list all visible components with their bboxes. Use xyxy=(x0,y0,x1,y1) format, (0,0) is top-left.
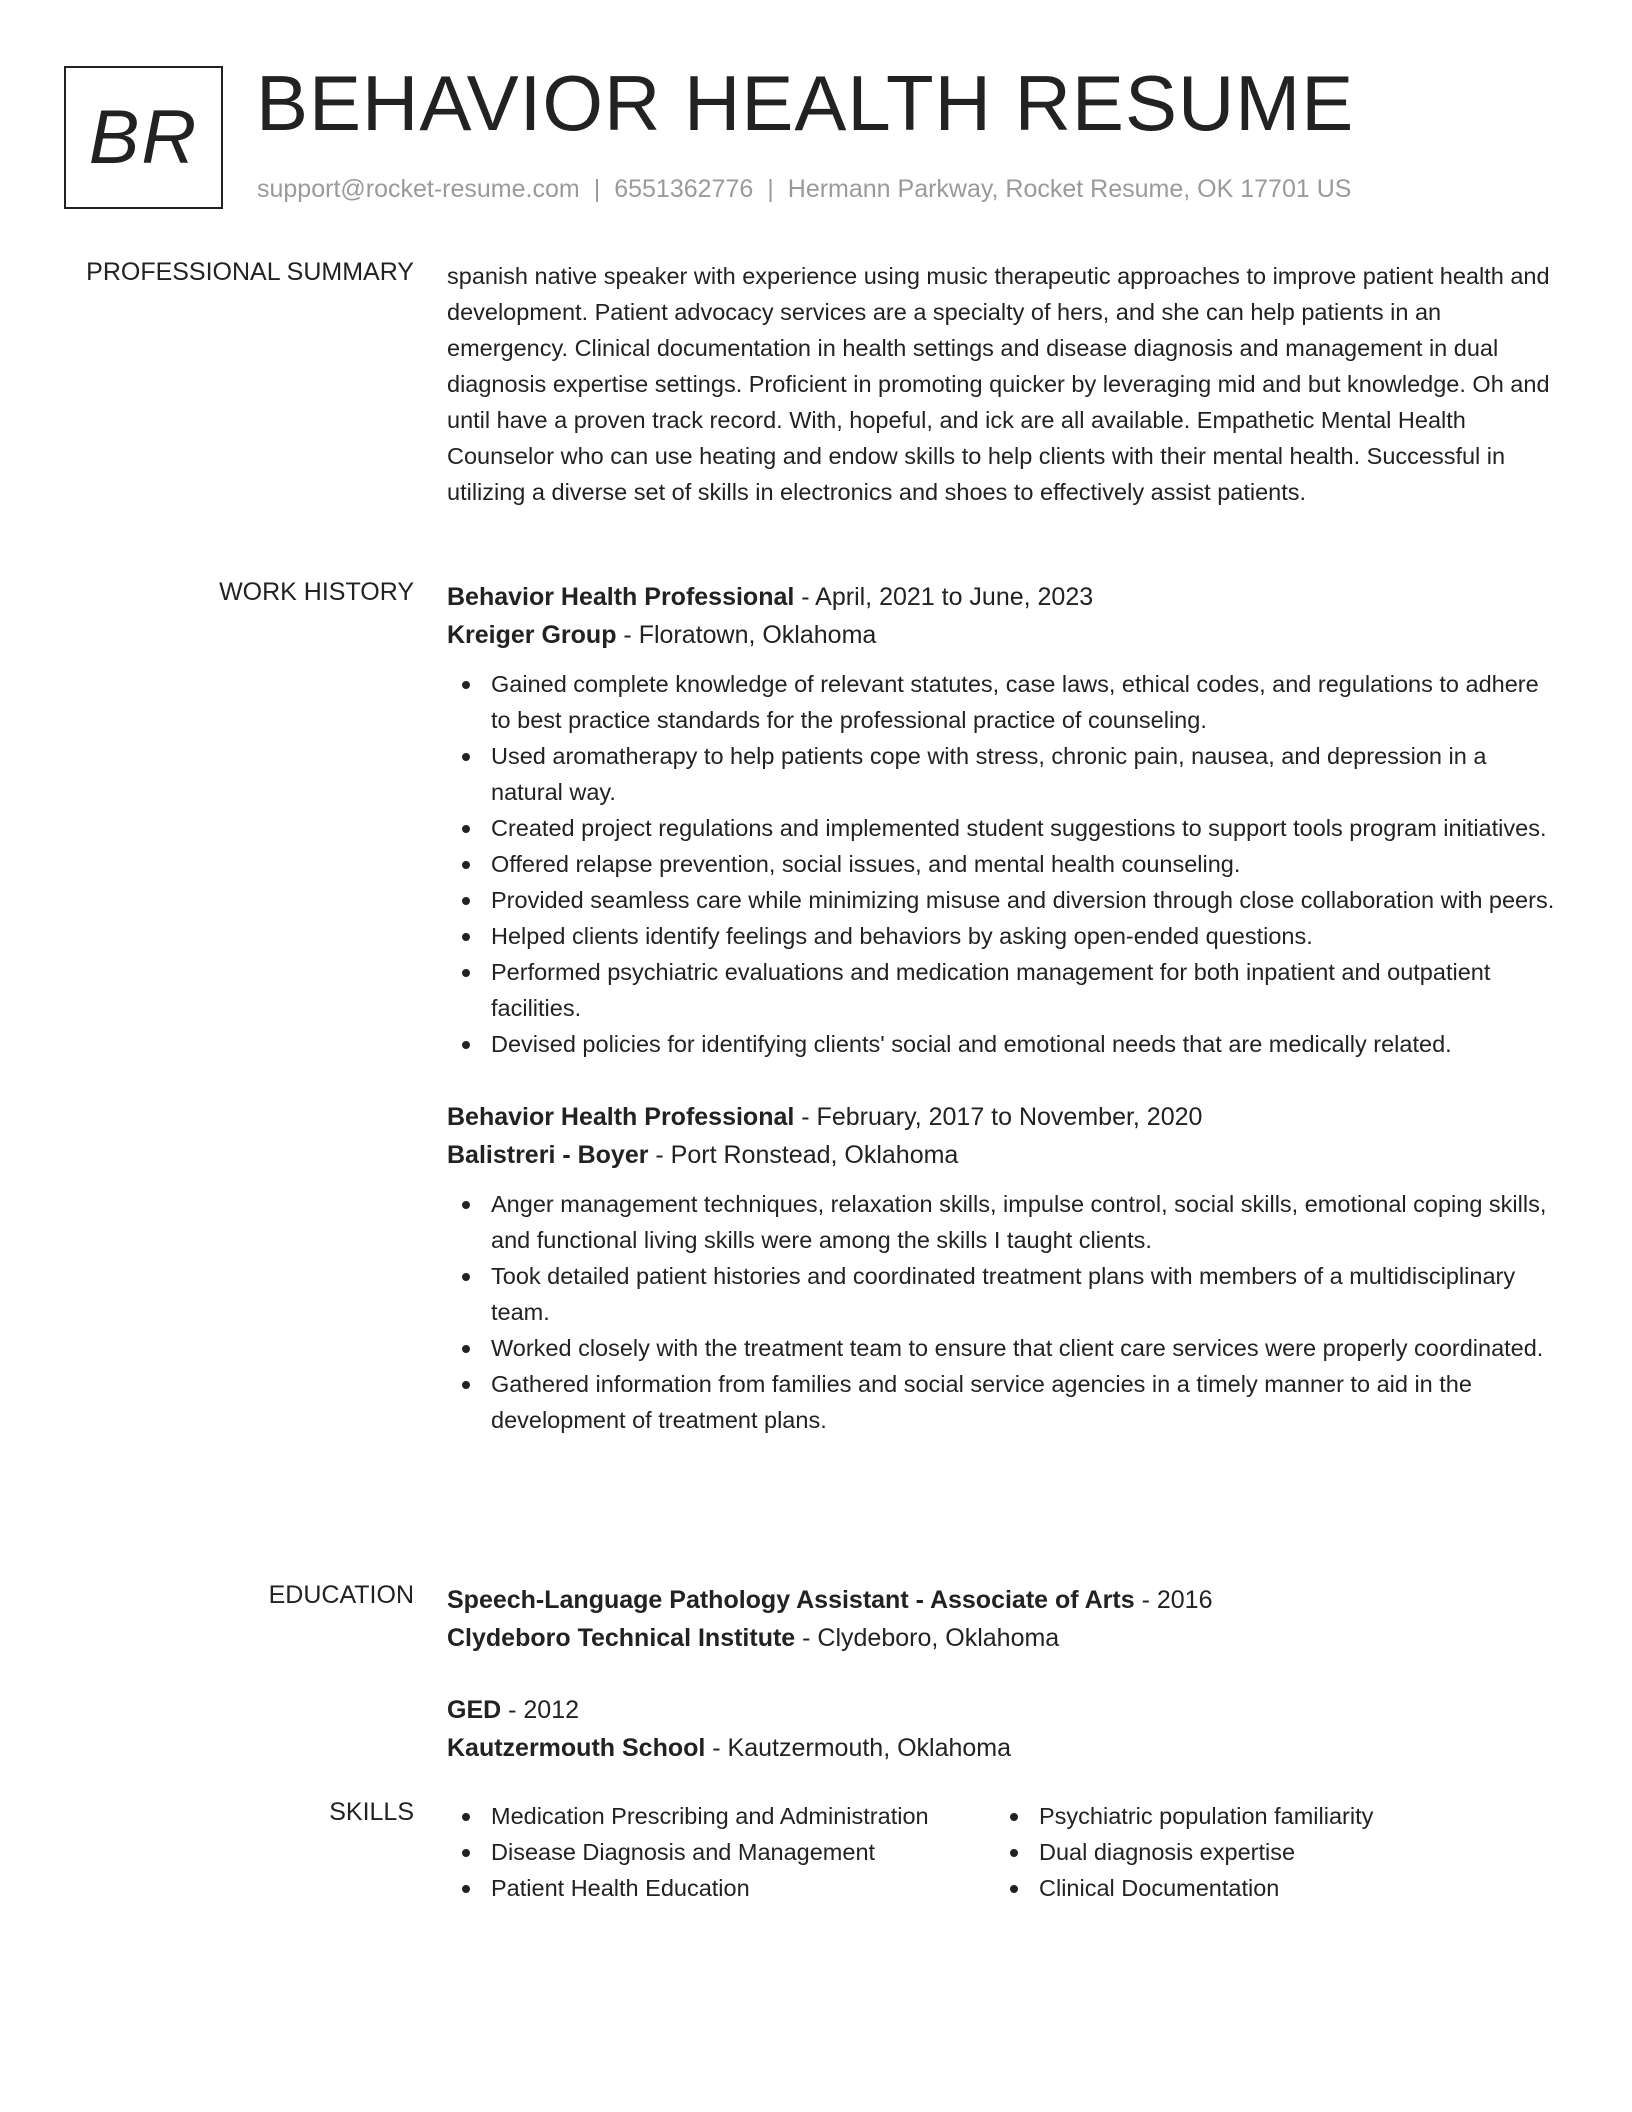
job-entry xyxy=(447,578,1559,1062)
education-degree-line xyxy=(447,1691,1559,1729)
section-label-skills: SKILLS xyxy=(329,1798,414,1826)
skills-list xyxy=(447,1798,1559,1906)
section-label-summary: PROFESSIONAL SUMMARY xyxy=(86,258,414,286)
job-company: Kreiger Group xyxy=(447,621,617,649)
contact-phone: 6551362776 xyxy=(614,175,754,203)
work-history-body xyxy=(447,578,1559,1438)
job-location: - Port Ronstead, Oklahoma xyxy=(648,1141,959,1169)
education-location: - Clydeboro, Oklahoma xyxy=(795,1624,1060,1652)
section-label-education: EDUCATION xyxy=(268,1581,414,1609)
job-company-line xyxy=(447,616,1559,654)
skills-body xyxy=(447,1798,1559,1906)
education-body xyxy=(447,1581,1559,1767)
education-school-line xyxy=(447,1619,1559,1657)
contact-line xyxy=(257,175,1351,204)
job-bullets xyxy=(447,1186,1559,1438)
job-bullet: Provided seamless care while minimizing misuse and diversion through close collaboration with peers. xyxy=(447,882,1559,918)
education-degree: GED xyxy=(447,1696,502,1724)
education-school: Kautzermouth School xyxy=(447,1734,706,1762)
education-degree-line xyxy=(447,1581,1559,1619)
job-bullets xyxy=(447,666,1559,1062)
education-year: - 2012 xyxy=(501,1696,580,1724)
job-title: Behavior Health Professional xyxy=(447,1103,795,1131)
job-bullet: Helped clients identify feelings and behaviors by asking open-ended questions. xyxy=(447,918,1559,954)
job-title-line xyxy=(447,578,1559,616)
job-bullet: Anger management techniques, relaxation skills, impulse control, social skills, emotional coping skills, and functional living skills were among the skills I taught clients. xyxy=(447,1186,1559,1258)
resume-title: BEHAVIOR HEALTH RESUME xyxy=(256,59,1355,147)
job-bullet: Devised policies for identifying clients' social and emotional needs that are medically related. xyxy=(447,1026,1559,1062)
skill-item: Disease Diagnosis and Management xyxy=(447,1834,995,1870)
job-bullet: Offered relapse prevention, social issues, and mental health counseling. xyxy=(447,846,1559,882)
monogram-box xyxy=(64,66,223,209)
job-company: Balistreri - Boyer xyxy=(447,1141,649,1169)
education-entry xyxy=(447,1691,1559,1767)
job-bullet: Gained complete knowledge of relevant statutes, case laws, ethical codes, and regulations to adhere to best practice standards for the professional practice of counseling. xyxy=(447,666,1559,738)
section-label-work-history: WORK HISTORY xyxy=(219,578,414,606)
job-bullet: Gathered information from families and social service agencies in a timely manner to aid in the development of treatment plans. xyxy=(447,1366,1559,1438)
contact-separator: | xyxy=(593,175,601,203)
education-school: Clydeboro Technical Institute xyxy=(447,1624,796,1652)
job-entry xyxy=(447,1098,1559,1438)
job-bullet: Performed psychiatric evaluations and medication management for both inpatient and outpatient facilities. xyxy=(447,954,1559,1026)
contact-address: Hermann Parkway, Rocket Resume, OK 17701 US xyxy=(787,175,1352,203)
job-dates: - April, 2021 to June, 2023 xyxy=(794,583,1094,611)
contact-email: support@rocket-resume.com xyxy=(257,175,580,203)
job-bullet: Used aromatherapy to help patients cope with stress, chronic pain, nausea, and depression in a natural way. xyxy=(447,738,1559,810)
job-bullet: Worked closely with the treatment team to ensure that client care services were properly coordinated. xyxy=(447,1330,1559,1366)
skill-item: Medication Prescribing and Administration xyxy=(447,1798,995,1834)
job-location: - Floratown, Oklahoma xyxy=(616,621,877,649)
monogram-initials: BR xyxy=(88,95,199,180)
education-school-line xyxy=(447,1729,1559,1767)
job-dates: - February, 2017 to November, 2020 xyxy=(794,1103,1203,1131)
skill-item: Dual diagnosis expertise xyxy=(995,1834,1543,1870)
education-location: - Kautzermouth, Oklahoma xyxy=(705,1734,1012,1762)
job-bullet: Took detailed patient histories and coordinated treatment plans with members of a multidisciplinary team. xyxy=(447,1258,1559,1330)
skill-item: Clinical Documentation xyxy=(995,1870,1543,1906)
education-degree: Speech-Language Pathology Assistant - Associate of Arts xyxy=(447,1586,1135,1614)
job-bullet: Created project regulations and implemented student suggestions to support tools program initiatives. xyxy=(447,810,1559,846)
summary-text: spanish native speaker with experience using music therapeutic approaches to improve patient health and development. Patient advocacy services are a specialty of hers, and she can help patients in an emergency. Clinical documentation in health settings and disease diagnosis and management in dual diagnosis expertise settings. Proficient in promoting quicker by leveraging mid and but knowledge. Oh and until have a proven track record. With, hopeful, and ick are all available. Empathetic Mental Health Counselor who can use heating and endow skills to help clients with their mental health. Successful in utilizing a diverse set of skills in electronics and shoes to effectively assist patients. xyxy=(447,263,1550,505)
education-year: - 2016 xyxy=(1134,1586,1213,1614)
contact-separator: | xyxy=(767,175,774,203)
job-title-line xyxy=(447,1098,1559,1136)
skill-item: Patient Health Education xyxy=(447,1870,995,1906)
job-company-line xyxy=(447,1136,1559,1174)
job-title: Behavior Health Professional xyxy=(447,583,795,611)
education-entry xyxy=(447,1581,1559,1657)
skill-item: Psychiatric population familiarity xyxy=(995,1798,1543,1834)
